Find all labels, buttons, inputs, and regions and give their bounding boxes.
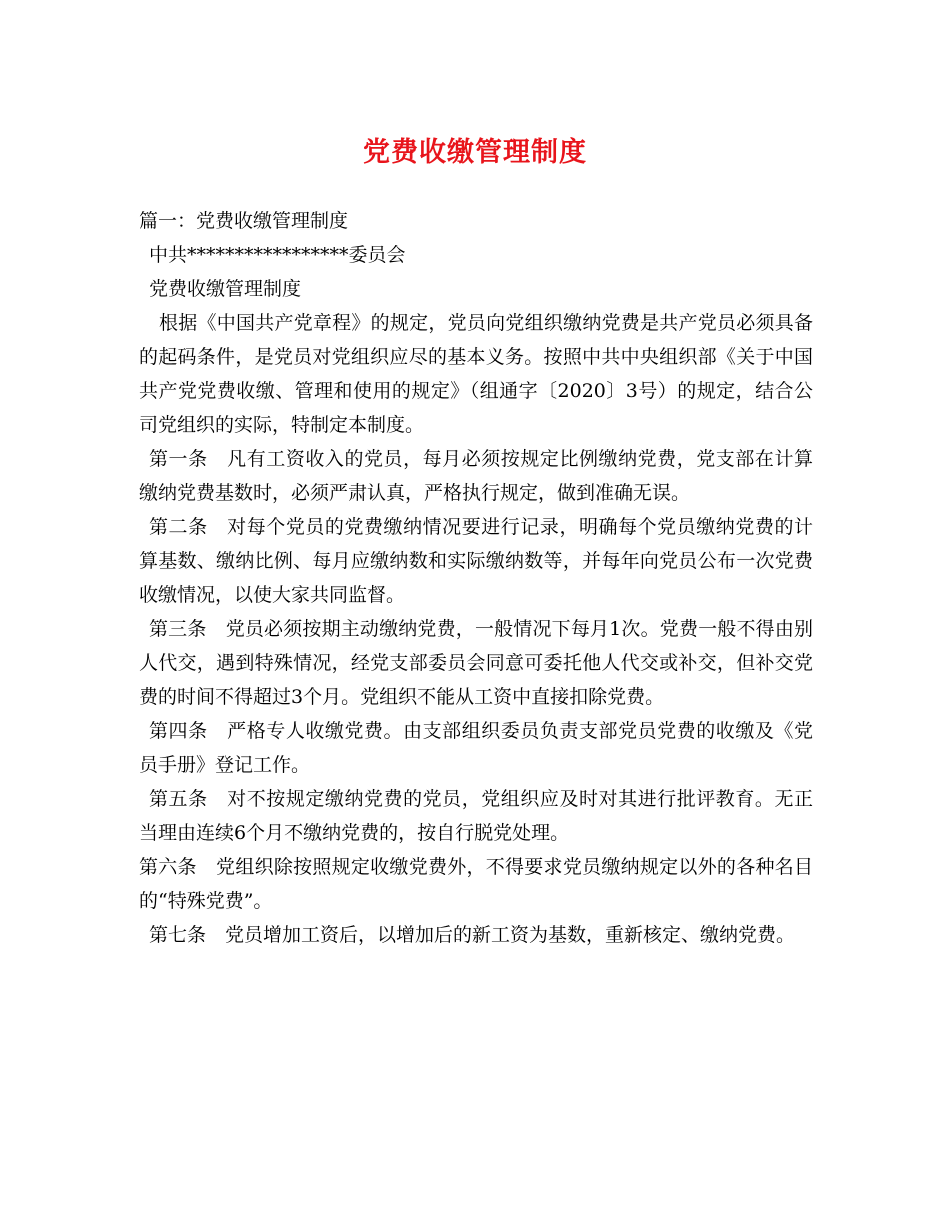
- article-3: 第三条 党员必须按期主动缴纳党费，一般情况下每月1次。党费一般不得由别人代交，遇到特殊情况，经党支部委员会同意可委托他人代交或补交，但补交党费的时间不得超过3个月。党组织不能从工资中直接扣除党费。: [139, 618, 813, 708]
- organization-name: 中共*****************委员会: [149, 244, 406, 266]
- document-title: 党费收缴管理制度: [363, 137, 587, 168]
- document-body: [139, 204, 813, 952]
- regulation-title: 党费收缴管理制度: [149, 278, 302, 300]
- article-7: 第七条 党员增加工资后，以增加后的新工资为基数，重新核定、缴纳党费。: [149, 924, 796, 946]
- preamble-paragraph: 根据《中国共产党章程》的规定，党员向党组织缴纳党费是共产党员必须具备的起码条件，是党员对党组织应尽的基本义务。按照中共中央组织部《关于中国共产党党费收缴、管理和使用的规定》（组通字〔2020〕3号）的规定，结合公司党组织的实际，特制定本制度。: [139, 312, 813, 436]
- article-5: 第五条 对不按规定缴纳党费的党员，党组织应及时对其进行批评教育。无正当理由连续6个月不缴纳党费的，按自行脱党处理。: [139, 788, 813, 844]
- article-4: 第四条 严格专人收缴党费。由支部组织委员负责支部党员党费的收缴及《党员手册》登记工作。: [139, 720, 813, 776]
- article-6: 第六条 党组织除按照规定收缴党费外，不得要求党员缴纳规定以外的各种名目的“特殊党费”。: [139, 856, 813, 912]
- article-2: 第二条 对每个党员的党费缴纳情况要进行记录，明确每个党员缴纳党费的计算基数、缴纳比例、每月应缴纳数和实际缴纳数等，并每年向党员公布一次党费收缴情况，以使大家共同监督。: [139, 516, 813, 606]
- section-heading: 篇一：党费收缴管理制度: [139, 210, 349, 232]
- article-1: 第一条 凡有工资收入的党员，每月必须按规定比例缴纳党费，党支部在计算缴纳党费基数时，必须严肃认真，严格执行规定，做到准确无误。: [139, 448, 813, 504]
